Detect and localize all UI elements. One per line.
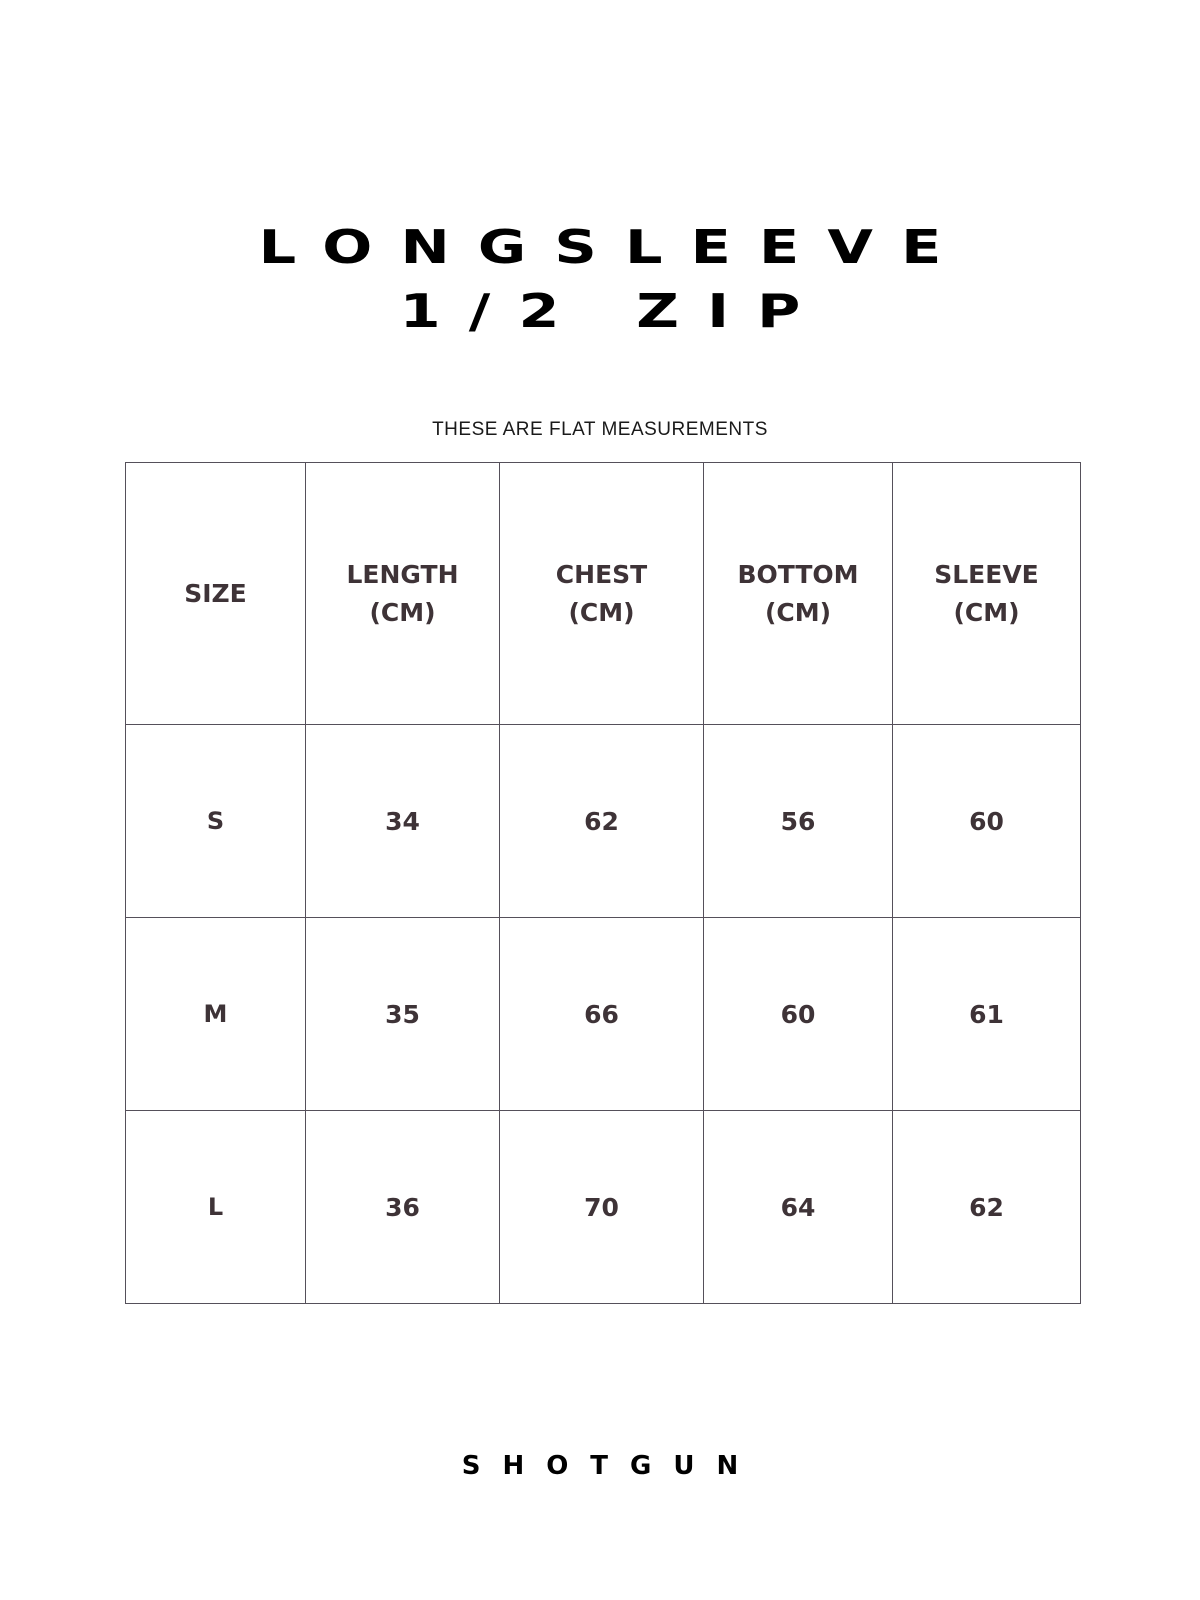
sleeve-cell: 61	[893, 918, 1081, 1111]
page-title-line-1: LONGSLEEVE	[258, 220, 970, 274]
size-label-cell: L	[126, 1111, 306, 1304]
column-header-chest: CHEST (CM)	[500, 463, 704, 725]
table-row	[126, 1111, 1081, 1304]
column-header-length: LENGTH (CM)	[306, 463, 500, 725]
brand-logo: SHOTGUN	[461, 1451, 761, 1481]
length-cell: 35	[306, 918, 500, 1111]
column-header-sleeve: SLEEVE (CM)	[893, 463, 1081, 725]
table-header-row	[126, 463, 1081, 725]
page-title-line-2: 1/2 ZIP	[399, 284, 829, 338]
column-header-bottom: BOTTOM (CM)	[704, 463, 893, 725]
bottom-cell: 56	[704, 725, 893, 918]
size-label-cell: M	[126, 918, 306, 1111]
sleeve-cell: 60	[893, 725, 1081, 918]
bottom-cell: 60	[704, 918, 893, 1111]
chest-cell: 66	[500, 918, 704, 1111]
bottom-cell: 64	[704, 1111, 893, 1304]
size-chart-table	[125, 462, 1081, 1304]
table-row	[126, 725, 1081, 918]
table-row	[126, 918, 1081, 1111]
length-cell: 34	[306, 725, 500, 918]
length-cell: 36	[306, 1111, 500, 1304]
size-label-cell: S	[126, 725, 306, 918]
chest-cell: 62	[500, 725, 704, 918]
chest-cell: 70	[500, 1111, 704, 1304]
column-header-size: SIZE	[126, 463, 306, 725]
sleeve-cell: 62	[893, 1111, 1081, 1304]
measurement-note: THESE ARE FLAT MEASUREMENTS	[432, 419, 768, 440]
